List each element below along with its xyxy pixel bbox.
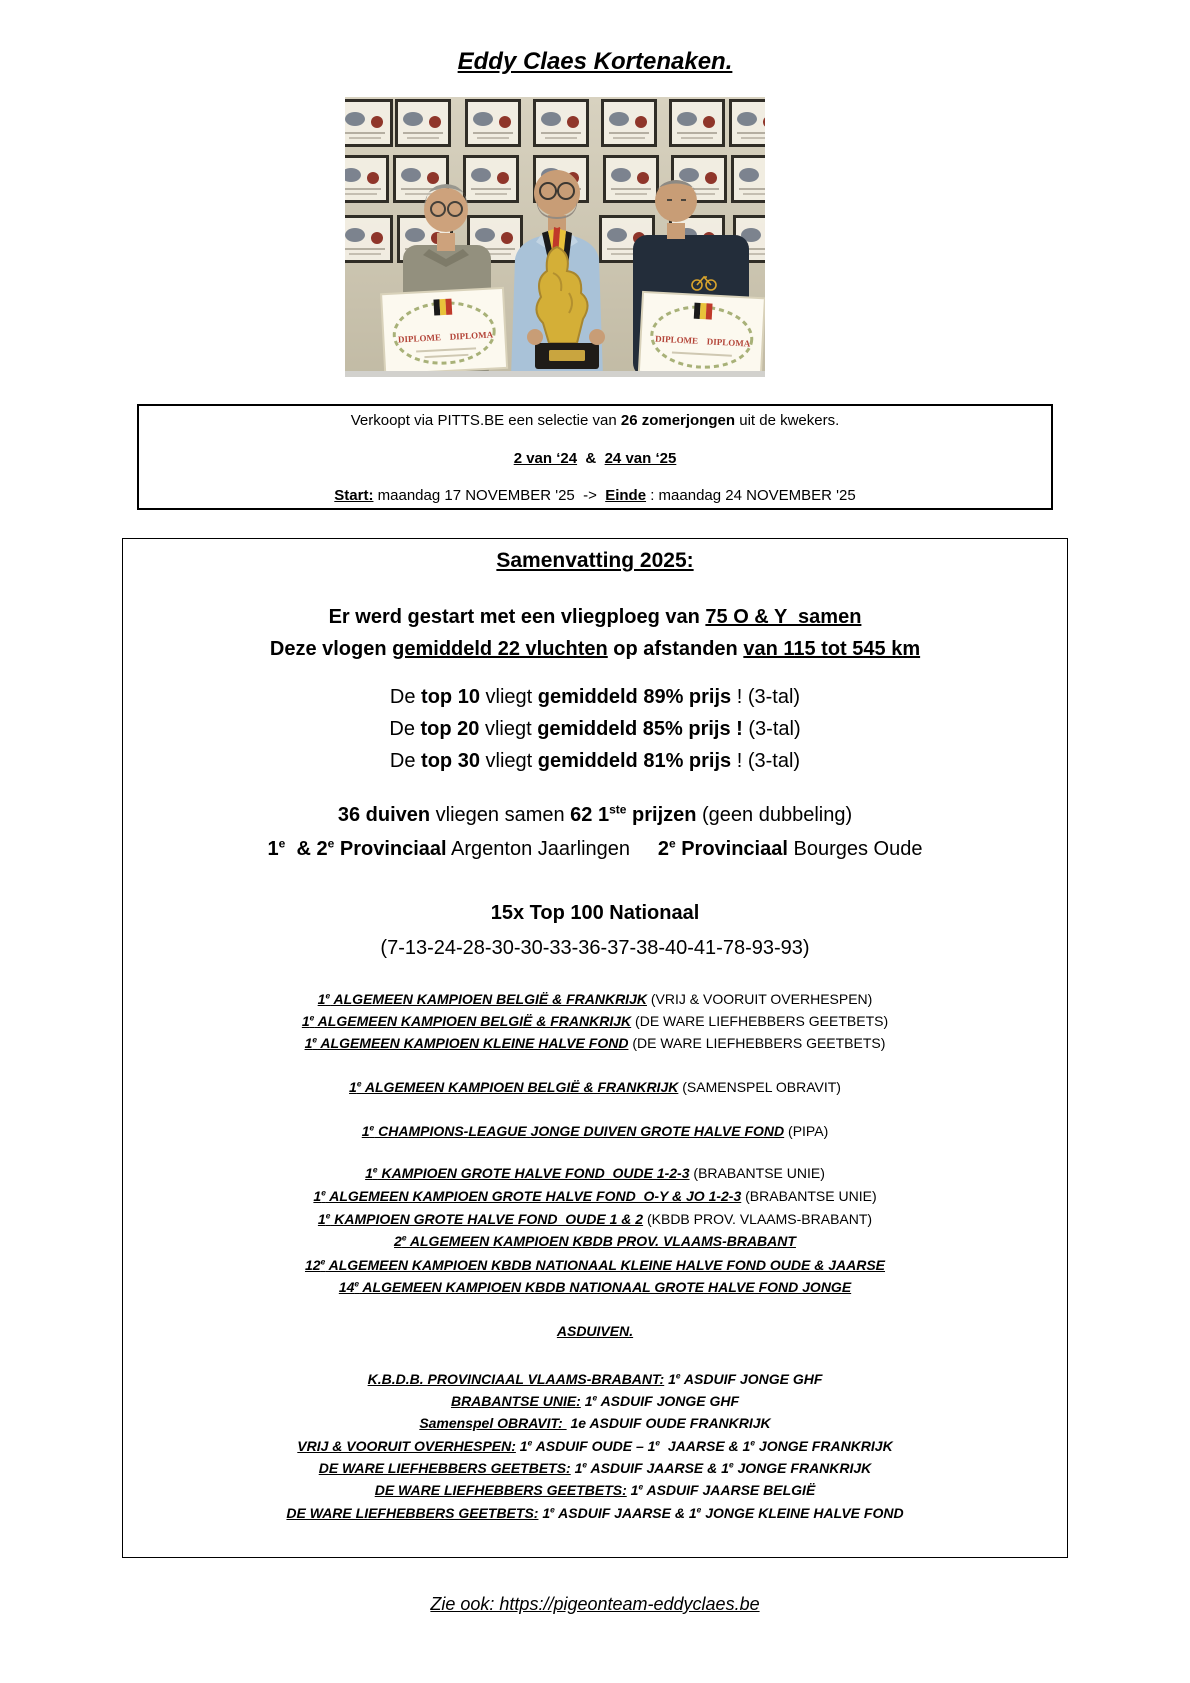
- table-edge: [345, 371, 765, 377]
- asduif-line: K.B.D.B. PROVINCIAAL VLAAMS-BRABANT: 1e ASDUIF JONGE GHF: [367, 1370, 823, 1387]
- championship-line: 2e ALGEMEEN KAMPIOEN KBDB PROV. VLAAMS-BRABANT: [394, 1232, 796, 1249]
- intro-line-2: Deze vlogen gemiddeld 22 vluchten op afstanden van 115 tot 545 km: [269, 638, 921, 660]
- sale-dates-line: Start: maandag 17 NOVEMBER '25 -> Einde : maandag 24 NOVEMBER '25: [334, 487, 856, 504]
- page-title: Eddy Claes Kortenaken.: [457, 48, 733, 75]
- intro-line-1: Er werd gestart met een vliegploeg van 75 O & Y samen: [328, 606, 862, 628]
- championship-line: 1e KAMPIOEN GROTE HALVE FOND OUDE 1-2-3 (BRABANTSE UNIE): [365, 1164, 825, 1181]
- first-prizes-line: 36 duiven vliegen samen 62 1ste prijzen (geen dubbeling): [337, 802, 853, 826]
- championship-line: 1e ALGEMEEN KAMPIOEN BELGIË & FRANKRIJK (SAMENSPEL OBRAVIT): [349, 1078, 841, 1095]
- championship-line: 1e ALGEMEEN KAMPIOEN GROTE HALVE FOND O-Y & JO 1-2-3 (BRABANTSE UNIE): [313, 1187, 877, 1204]
- asduif-line: DE WARE LIEFHEBBERS GEETBETS: 1e ASDUIF JAARSE BELGIË: [374, 1481, 816, 1498]
- asduif-line: DE WARE LIEFHEBBERS GEETBETS: 1e ASDUIF JAARSE & 1e JONGE FRANKRIJK: [318, 1459, 872, 1476]
- championship-line: 14e ALGEMEEN KAMPIOEN KBDB NATIONAAL GROTE HALVE FOND JONGE: [338, 1278, 852, 1295]
- top30-line: De top 30 vliegt gemiddeld 81% prijs ! (3-tal): [389, 750, 801, 772]
- sale-offer-line: Verkoopt via PITTS.BE een selectie van 26 zomerjongen uit de kwekers.: [350, 412, 840, 429]
- provinciaal-line: 1e & 2e Provinciaal Argenton Jaarlingen 2e Provinciaal Bourges Oude: [267, 836, 923, 860]
- top10-line: De top 10 vliegt gemiddeld 89% prijs ! (3-tal): [389, 686, 801, 708]
- team-photo-image: [345, 97, 765, 377]
- asduif-line: BRABANTSE UNIE: 1e ASDUIF JONGE GHF: [450, 1392, 740, 1409]
- sale-counts-line: 2 van ‘24 & 24 van ‘25: [513, 450, 677, 467]
- svg-text:DIPLOME: DIPLOME: [654, 333, 699, 346]
- asduif-line: DE WARE LIEFHEBBERS GEETBETS: 1e ASDUIF JAARSE & 1e JONGE KLEINE HALVE FOND: [286, 1504, 904, 1521]
- championship-line: 1e CHAMPIONS-LEAGUE JONGE DUIVEN GROTE HALVE FOND (PIPA): [361, 1122, 829, 1139]
- belgian-flag-seal-icon: [694, 303, 713, 320]
- summary-heading: Samenvatting 2025:: [496, 549, 694, 572]
- asduiven-heading: ASDUIVEN.: [556, 1323, 634, 1339]
- asduif-line: VRIJ & VOORUIT OVERHESPEN: 1e ASDUIF OUDE – 1e JAARSE & 1e JONGE FRANKRIJK: [297, 1437, 893, 1454]
- sale-info-box: [137, 404, 1053, 510]
- diploma-right: [639, 292, 765, 377]
- diploma-left: [381, 288, 507, 374]
- championship-line: 1e ALGEMEEN KAMPIOEN KLEINE HALVE FOND (DE WARE LIEFHEBBERS GEETBETS): [304, 1034, 886, 1051]
- top20-line: De top 20 vliegt gemiddeld 85% prijs ! (3-tal): [389, 718, 801, 740]
- svg-text:DIPLOME: DIPLOME: [397, 332, 442, 345]
- summary-box: [122, 538, 1068, 1558]
- championship-line: 1e KAMPIOEN GROTE HALVE FOND OUDE 1 & 2 (KBDB PROV. VLAAMS-BRABANT): [317, 1210, 873, 1227]
- championship-line: 12e ALGEMEEN KAMPIOEN KBDB NATIONAAL KLEINE HALVE FOND OUDE & JAARSE: [304, 1256, 886, 1273]
- championship-line: 1e ALGEMEEN KAMPIOEN BELGIË & FRANKRIJK (VRIJ & VOORUIT OVERHESPEN): [317, 990, 873, 1007]
- top100-numbers: (7-13-24-28-30-30-33-36-37-38-40-41-78-93-93): [380, 937, 810, 959]
- svg-text:DIPLOMA: DIPLOMA: [706, 336, 751, 349]
- svg-text:DIPLOMA: DIPLOMA: [449, 329, 494, 342]
- asduif-line: Samenspel OBRAVIT: 1e ASDUIF OUDE FRANKRIJK: [419, 1415, 771, 1431]
- website-link[interactable]: Zie ook: https://pigeonteam-eddyclaes.be: [430, 1594, 760, 1614]
- team-photo: [345, 97, 765, 377]
- championship-line: 1e ALGEMEEN KAMPIOEN BELGIË & FRANKRIJK (DE WARE LIEFHEBBERS GEETBETS): [301, 1012, 889, 1029]
- belgian-flag-seal-icon: [433, 299, 452, 316]
- top100-title: 15x Top 100 Nationaal: [490, 902, 700, 924]
